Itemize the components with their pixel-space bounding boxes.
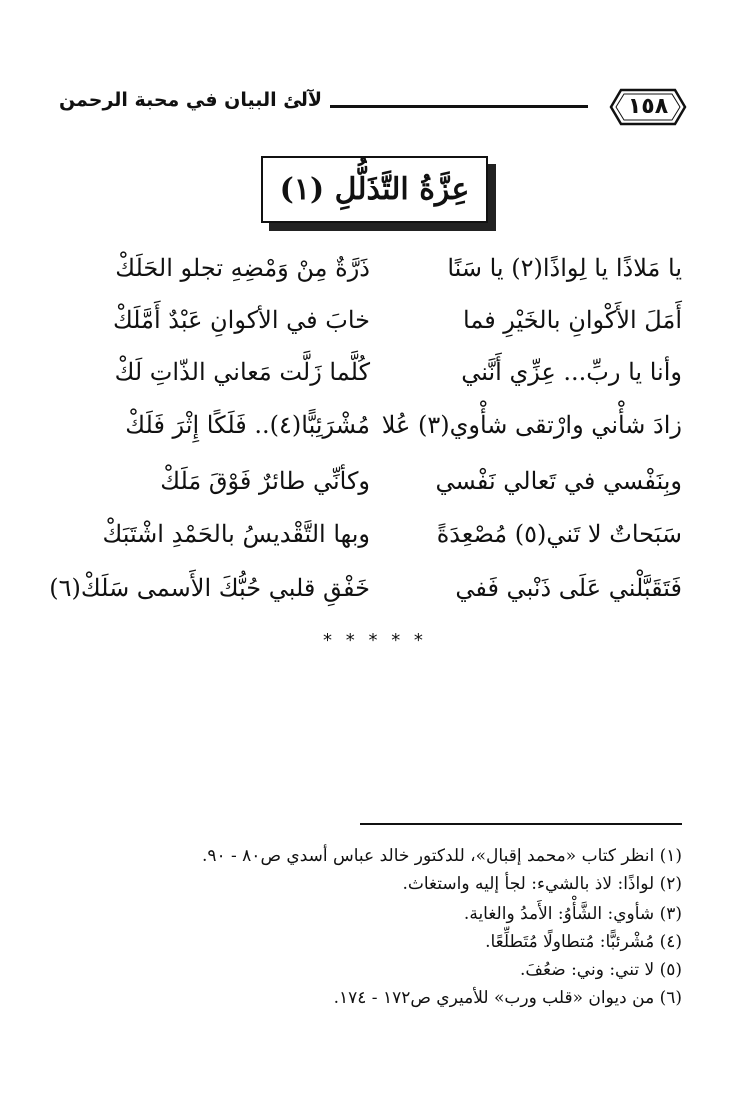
- footnote-1: (١) انظر كتاب «محمد إقبال»، للدكتور خالد عباس أسدي ص٨٠ - ٩٠.: [201, 846, 682, 866]
- verse-first-hemistich: سَبَحاتٌ لا تَني(٥) مُصْعِدَةً: [436, 520, 682, 548]
- section-separator: * * * * *: [323, 630, 427, 651]
- verse-6: [70, 508, 682, 560]
- page-number-badge: [609, 88, 687, 126]
- verse-second-hemistich: وكأنِّي طائرٌ فَوْقَ مَلَكْ: [160, 467, 370, 495]
- poem-title: عِزَّةُ التَّذَلُّلِ (١): [279, 172, 470, 207]
- header-rule: [330, 105, 588, 108]
- book-title: لآلئ البيان في محبة الرحمن: [58, 89, 322, 111]
- verse-second-hemistich: خابَ في الأكوانِ عَبْدٌ أَمَّلَكْ: [112, 306, 370, 334]
- title-box: [261, 156, 488, 223]
- verse-1: [70, 242, 682, 294]
- verse-first-hemistich: أَمَلَ الأَكْوانِ بالخَيْرِ فما: [463, 306, 682, 334]
- footnote-3: (٣) شأوي: الشَّأْوُ: الأَمدُ والغاية.: [463, 904, 682, 924]
- verse-second-hemistich: ذَرَّةٌ مِنْ وَمْضِهِ تجلو الحَلَكْ: [115, 254, 370, 282]
- verse-2: [70, 294, 682, 346]
- verse-first-hemistich: وبِنَفْسي في تَعالي نَفْسي: [435, 467, 682, 495]
- footnote-5: (٥) لا تني: وني: ضعُفَ.: [520, 960, 682, 980]
- verse-second-hemistich: كُلَّما زَلَّت مَعاني الذّاتِ لَكْ: [114, 358, 370, 386]
- verse-3: [70, 346, 682, 398]
- verse-second-hemistich: خَفْقِ قلبي حُبُّكَ الأَسمى سَلَكْ(٦): [49, 574, 370, 602]
- verse-7: [49, 562, 682, 614]
- verse-5: [70, 455, 682, 507]
- verse-first-hemistich: يا مَلاذًا يا لِواذًا(٢) يا سَنًا: [447, 254, 682, 282]
- footnote-2: (٢) لواذًا: لاذ بالشيء: لجأ إليه واستغاث.: [402, 874, 682, 894]
- verse-first-hemistich: فَتَقَبَّلْني عَلَى ذَنْبي فَفي: [455, 574, 682, 602]
- footnote-4: (٤) مُشْرئبًّا: مُتطاولًا مُتَطلِّعًا.: [485, 932, 682, 952]
- verse-4: [70, 399, 682, 451]
- page-number: ١٥٨: [627, 94, 669, 119]
- footnote-rule: [360, 823, 682, 825]
- verse-first-hemistich: وأنا يا ربِّ... عِزِّي أَنَّني: [461, 358, 682, 386]
- footnote-6: (٦) من ديوان «قلب ورب» للأميري ص١٧٢ - ١٧٤.: [333, 988, 682, 1008]
- verse-second-hemistich: مُشْرَئِبًّا(٤).. فَلَكًا إِثْرَ فَلَكْ: [125, 411, 370, 439]
- verse-first-hemistich: زادَ شأْني وارْتقى شأْوي(٣) عُلا: [381, 411, 682, 439]
- verse-second-hemistich: وبها التَّقْديسُ بالحَمْدِ اشْتَبَكْ: [102, 520, 370, 548]
